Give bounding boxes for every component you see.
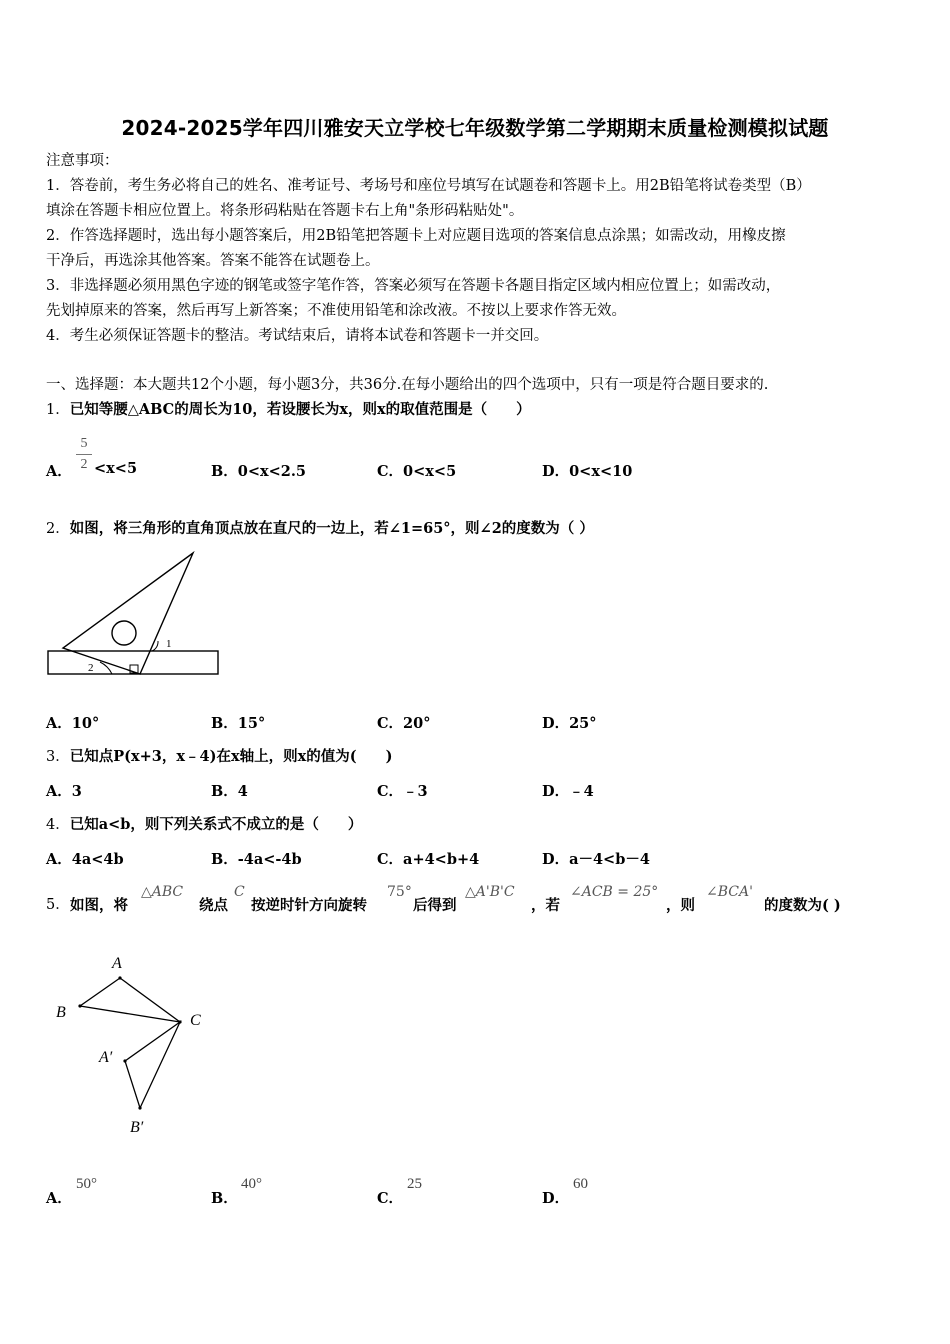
label-b2: B′: [130, 1119, 144, 1136]
label-a2: A′: [99, 1049, 113, 1066]
notes-line: 4．考生必须保证答题卡的整洁。考试结束后，请将本试卷和答题卡一并交回。: [46, 328, 549, 344]
q5-figure-rotation: [48, 945, 218, 1140]
angle-1-label: 1: [166, 638, 172, 650]
q5-option-c[interactable]: [377, 1187, 403, 1208]
question-4: [46, 812, 362, 838]
option-label: D．: [542, 783, 570, 800]
math-triangle-a2b2c: △A'B'C: [465, 884, 515, 900]
q5-option-c-value: 25: [407, 1176, 422, 1192]
q1-option-a[interactable]: [46, 460, 72, 481]
notes-line: 1．答卷前，考生务必将自己的姓名、准考证号、考场号和座位号填写在试题卷和答题卡上。用2B铅笔将试卷类型（B）: [46, 178, 811, 194]
triangle-shape: [63, 553, 193, 674]
q3-option-c[interactable]: [377, 780, 428, 801]
question-number: 2．: [46, 521, 70, 537]
section-heading: 一、选择题：本大题共12个小题，每小题3分，共36分.在每小题给出的四个选项中，只有一项是符合题目要求的.: [46, 377, 769, 393]
triangle-abc-shape: [80, 978, 180, 1022]
option-label: D．: [542, 463, 570, 480]
page-title: 2024-2025学年四川雅安天立学校七年级数学第二学期期末质量检测模拟试题: [121, 116, 829, 140]
option-label: B．: [211, 783, 238, 800]
triangle-hole: [112, 621, 136, 645]
q2-figure-triangle-ruler: [40, 548, 230, 682]
question-2: [46, 516, 594, 542]
angle-2-label: 2: [88, 662, 94, 674]
notes-block: [46, 149, 906, 349]
point-a: [118, 976, 121, 979]
q5-option-d[interactable]: [542, 1187, 569, 1208]
option-text: 15°: [237, 715, 266, 732]
option-label: D．: [542, 851, 570, 868]
math-angle-bca2: ∠BCA': [706, 884, 753, 900]
label-c: C: [190, 1012, 201, 1029]
point-b: [78, 1004, 81, 1007]
option-text: -4a<-4b: [237, 851, 302, 868]
option-text: 0<x<5: [403, 463, 457, 480]
option-text: a+4<b+4: [403, 851, 480, 868]
option-label: B．: [211, 463, 238, 480]
triangle-a2b2c-shape: [125, 1022, 180, 1108]
q4-option-a[interactable]: [46, 848, 124, 869]
option-label: B．: [211, 1190, 238, 1207]
notes-line: 3．非选择题必须用黑色字迹的钢笔或签字笔作答，答案必须写在答题卡各题目指定区域内相应位置上；如需改动，: [46, 278, 781, 294]
point-c: [178, 1020, 181, 1023]
question-text: 已知点P(x+3，x﹣4)在x轴上，则x的值为( ): [69, 748, 393, 765]
question-5-text: ，则: [666, 897, 695, 914]
question-number: 1．: [46, 402, 70, 418]
option-text: ﹣3: [403, 783, 428, 800]
math-angle-acb: ∠ACB = 25°: [570, 884, 659, 900]
notes-heading: 注意事项：: [46, 153, 119, 169]
fraction-denominator: 2: [80, 457, 88, 472]
option-label: C．: [377, 463, 404, 480]
question-text: 如图，将三角形的直角顶点放在直尺的一边上，若∠1=65°，则∠2的度数为（ ）: [69, 520, 594, 537]
q5-option-a-value: 50°: [76, 1176, 97, 1192]
fraction-numerator: 5: [80, 436, 88, 451]
option-text: 0<x<10: [569, 463, 633, 480]
math-point-c: C: [234, 884, 245, 900]
q2-option-a[interactable]: [46, 712, 99, 733]
option-label: D．: [542, 715, 570, 732]
q5-option-b-value: 40°: [241, 1176, 262, 1192]
q5-option-b[interactable]: [211, 1187, 238, 1208]
q3-option-d[interactable]: [542, 780, 594, 801]
option-text: 0<x<2.5: [237, 463, 307, 480]
option-label: A．: [46, 1190, 72, 1207]
option-label: C．: [377, 783, 404, 800]
math-triangle-abc: △ABC: [141, 884, 184, 900]
math-rotation-angle: 75°: [387, 884, 412, 900]
option-label: C．: [377, 715, 404, 732]
q1-option-d[interactable]: [542, 460, 632, 481]
q1-option-a-rest: <x<5: [94, 460, 138, 477]
q1-fraction: [76, 436, 92, 473]
question-3: [46, 744, 393, 770]
question-1: [46, 397, 531, 423]
point-a2: [123, 1059, 126, 1062]
option-label: C．: [377, 851, 404, 868]
option-text: 4a<4b: [71, 851, 124, 868]
option-label: A．: [46, 463, 72, 480]
option-label: B．: [211, 715, 238, 732]
question-5-text: 的度数为( ): [764, 897, 841, 914]
q2-option-c[interactable]: [377, 712, 430, 733]
option-label: A．: [46, 715, 72, 732]
option-text: 3: [71, 783, 82, 800]
notes-line: 填涂在答题卡相应位置上。将条形码粘贴在答题卡右上角"条形码粘贴处"。: [46, 203, 524, 219]
option-text: a－4<b－4: [569, 851, 650, 868]
option-text: 25°: [569, 715, 597, 732]
question-number: 3．: [46, 749, 70, 765]
question-5-text: 按逆时针方向旋转: [251, 897, 367, 914]
point-b2: [138, 1106, 141, 1109]
option-label: B．: [211, 851, 238, 868]
q1-option-b[interactable]: [211, 460, 306, 481]
q1-option-c[interactable]: [377, 460, 456, 481]
q5-option-a[interactable]: [46, 1187, 72, 1208]
question-text: 已知a<b，则下列关系式不成立的是（ ）: [69, 816, 363, 833]
ruler-shape: [48, 651, 218, 674]
question-5-text: ，若: [531, 897, 560, 914]
option-text: 10°: [71, 715, 100, 732]
option-label: D．: [542, 1190, 570, 1207]
option-label: A．: [46, 851, 72, 868]
q3-option-a[interactable]: [46, 780, 82, 801]
label-b: B: [56, 1004, 66, 1021]
notes-line: 先划掉原来的答案，然后再写上新答案；不准使用铅笔和涂改液。不按以上要求作答无效。: [46, 303, 626, 319]
question-5-text: 后得到: [413, 897, 457, 914]
q5-option-d-value: 60: [573, 1176, 588, 1192]
q4-option-c[interactable]: [377, 848, 479, 869]
option-label: C．: [377, 1190, 404, 1207]
option-text: 20°: [403, 715, 431, 732]
option-text: 4: [237, 783, 248, 800]
question-text: 已知等腰△ABC的周长为10，若设腰长为x，则x的取值范围是（ ）: [69, 401, 531, 418]
question-5-text: 绕点: [199, 897, 228, 914]
option-label: A．: [46, 783, 72, 800]
option-text: ﹣4: [569, 783, 594, 800]
q3-option-b[interactable]: [211, 780, 248, 801]
label-a: A: [112, 955, 122, 972]
q4-option-b[interactable]: [211, 848, 302, 869]
question-5-num: 5．: [46, 897, 70, 913]
notes-line: 2．作答选择题时，选出每小题答案后，用2B铅笔把答题卡上对应题目选项的答案信息点涂黑；如需改动，用橡皮擦: [46, 228, 786, 244]
question-5-text: 如图，将: [70, 897, 128, 914]
q2-option-b[interactable]: [211, 712, 265, 733]
question-number: 4．: [46, 817, 70, 833]
notes-line: 干净后，再选涂其他答案。答案不能答在试题卷上。: [46, 253, 380, 269]
q4-option-d[interactable]: [542, 848, 650, 869]
q2-option-d[interactable]: [542, 712, 597, 733]
